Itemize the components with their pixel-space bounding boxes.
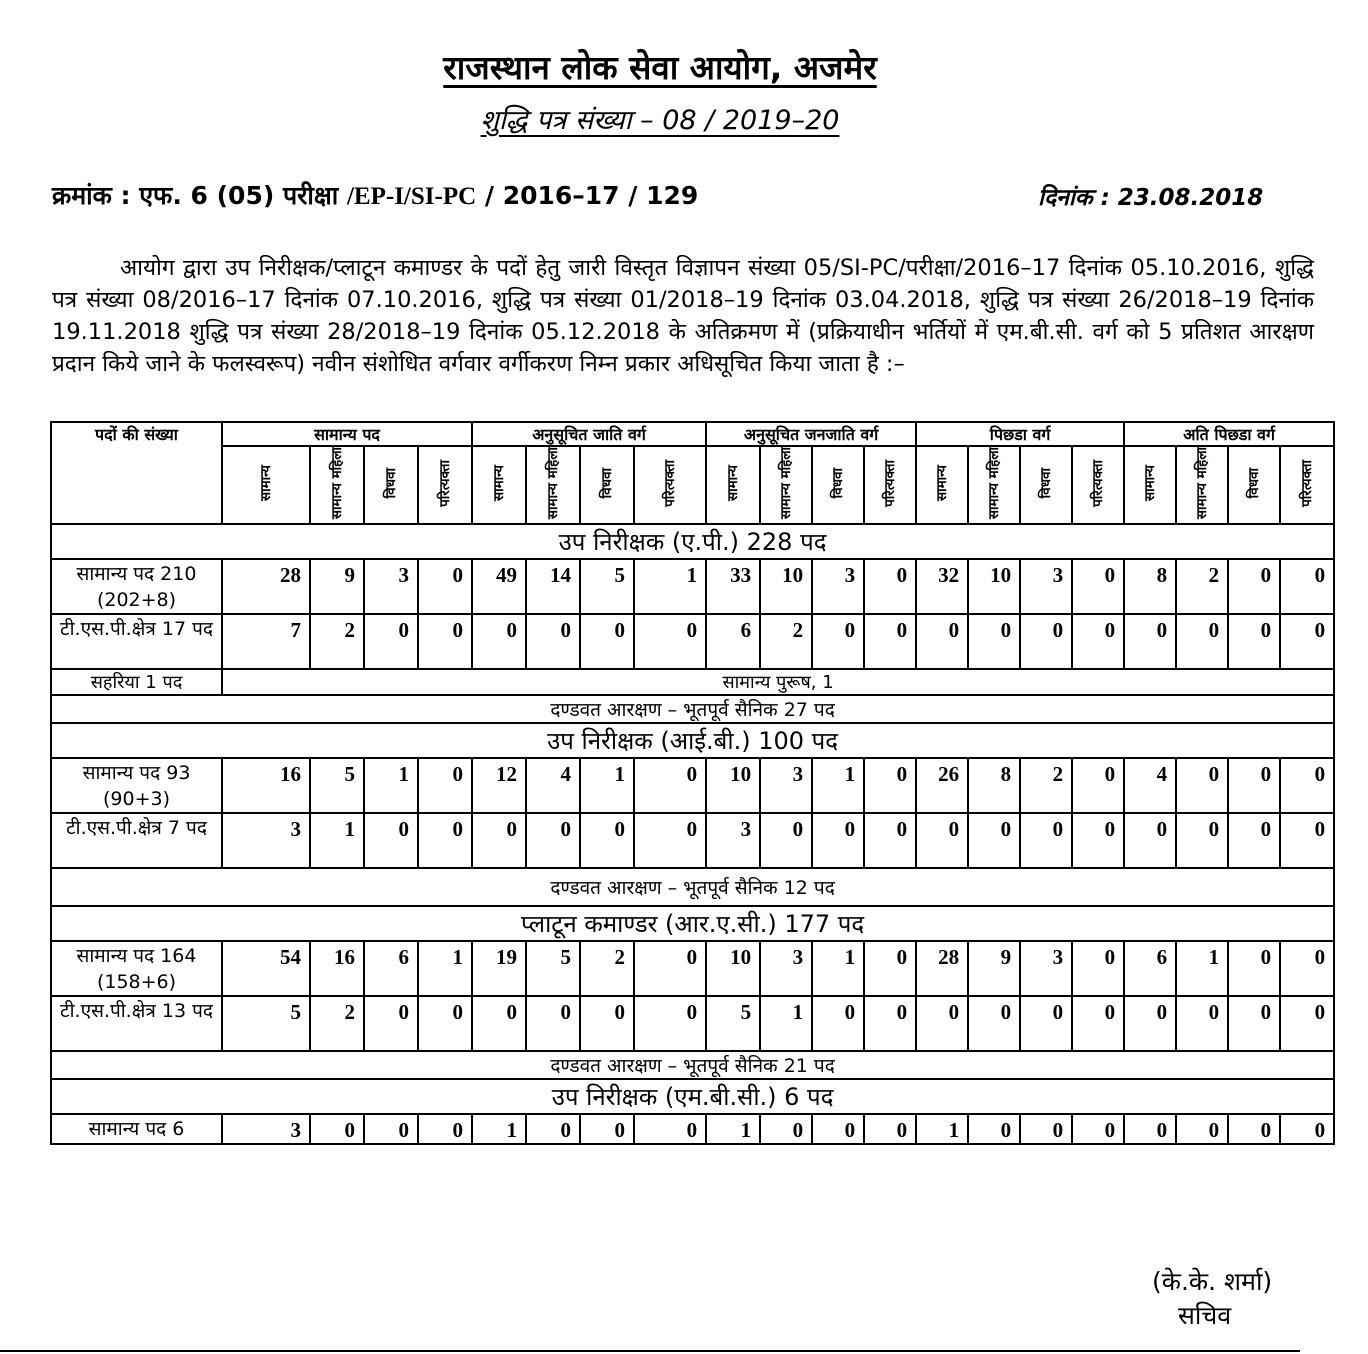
table-cell: 1	[310, 813, 364, 868]
table-cell: 3	[812, 559, 864, 614]
section-title: उप निरीक्षक (एम.बी.सी.) 6 पद	[51, 1079, 1334, 1114]
subheader-label: विधवा	[1038, 467, 1055, 499]
subheader-label: परित्यक्ता	[1299, 459, 1316, 507]
table-cell: 0	[968, 996, 1020, 1051]
table-row	[51, 813, 1334, 868]
reference-number: क्रमांक : एफ. 6 (05) परीक्षा /EP-I/SI-PC / 2016–17 / 129	[52, 181, 699, 210]
table-cell: 3	[706, 813, 760, 868]
table-cell: 3	[1020, 559, 1072, 614]
table-cell: 0	[472, 996, 526, 1051]
subheader-col	[222, 446, 310, 524]
table-cell: 0	[864, 1114, 916, 1144]
table-row	[51, 996, 1334, 1051]
row-label: सामान्य पद 6	[51, 1114, 222, 1144]
table-cell: 0	[1124, 996, 1176, 1051]
table-cell: 16	[222, 758, 310, 813]
table-cell: 1	[760, 996, 812, 1051]
subheader-col	[864, 446, 916, 524]
subheader-col	[760, 446, 812, 524]
table-cell: 9	[968, 941, 1020, 996]
table-cell: 28	[222, 559, 310, 614]
row-label: टी.एस.पी.क्षेत्र 17 पद	[51, 614, 222, 669]
table-cell: 0	[472, 813, 526, 868]
table-cell: 0	[364, 614, 418, 669]
header-post-count: पदों की संख्या	[51, 422, 222, 524]
document-date: दिनांक : 23.08.2018	[1038, 185, 1264, 211]
table-cell: 0	[1280, 614, 1334, 669]
table-cell: 0	[1280, 813, 1334, 868]
subheader-label: सामान्य	[258, 465, 274, 502]
subheader-label: सामान्य	[934, 465, 951, 502]
table-cell: 0	[364, 996, 418, 1051]
subheader-label: सामान्य महिला	[1194, 447, 1211, 520]
table-cell: 0	[418, 813, 472, 868]
subheader-col	[472, 446, 526, 524]
table-cell: 0	[812, 996, 864, 1051]
table-cell: 9	[310, 559, 364, 614]
table-cell: 0	[1228, 559, 1280, 614]
section-footer: दण्डवत आरक्षण – भूतपूर्व सैनिक 27 पद	[51, 695, 1334, 723]
subheader-label: विधवा	[383, 467, 399, 499]
table-cell: 0	[418, 559, 472, 614]
table-cell: 0	[1124, 1114, 1176, 1144]
merged-cell: सामान्य पुरूष, 1	[222, 669, 1334, 695]
table-cell: 4	[526, 758, 580, 813]
signatory-designation: सचिव	[1178, 1301, 1232, 1330]
table-cell: 1	[472, 1114, 526, 1144]
page-title: राजस्थान लोक सेवा आयोग, अजमेर	[443, 48, 877, 87]
subheader-label: विधवा	[1246, 467, 1263, 499]
section-title: उप निरीक्षक (आई.बी.) 100 पद	[51, 723, 1334, 758]
table-cell: 0	[1072, 1114, 1124, 1144]
table-cell: 6	[364, 941, 418, 996]
subheader-label: परित्यक्ता	[882, 459, 899, 507]
table-cell: 0	[1072, 813, 1124, 868]
subheader-label: सामान्य	[491, 465, 508, 502]
table-header	[51, 422, 1334, 524]
table-cell: 14	[526, 559, 580, 614]
table-cell: 1	[812, 941, 864, 996]
header-group-general: सामान्य पद	[222, 422, 472, 446]
table-row	[51, 614, 1334, 669]
table-body	[51, 524, 1334, 1144]
row-label: सामान्य पद 93 (90+3)	[51, 758, 222, 813]
table-cell: 0	[1176, 813, 1228, 868]
table-cell: 6	[1124, 941, 1176, 996]
subheader-col	[1020, 446, 1072, 524]
table-cell: 0	[864, 614, 916, 669]
table-subheader	[51, 446, 1334, 524]
table-cell: 12	[472, 758, 526, 813]
table-cell: 0	[418, 614, 472, 669]
table-cell: 0	[1228, 1114, 1280, 1144]
table-cell: 6	[706, 614, 760, 669]
table-cell: 7	[222, 614, 310, 669]
table-cell: 0	[760, 813, 812, 868]
subheader-col	[1072, 446, 1124, 524]
table-cell: 1	[580, 758, 634, 813]
table-cell: 1	[634, 559, 706, 614]
subheader-label: विधवा	[830, 467, 847, 499]
subheader-col	[526, 446, 580, 524]
footer-rule	[0, 1350, 1300, 1352]
table-cell: 0	[1176, 758, 1228, 813]
table-cell: 0	[1228, 941, 1280, 996]
table-cell: 0	[1020, 996, 1072, 1051]
table-cell: 10	[760, 559, 812, 614]
table-cell: 5	[310, 758, 364, 813]
table-cell: 10	[968, 559, 1020, 614]
table-cell: 0	[634, 813, 706, 868]
table-cell: 0	[1072, 559, 1124, 614]
table-cell: 33	[706, 559, 760, 614]
table-cell: 49	[472, 559, 526, 614]
table-cell: 0	[634, 614, 706, 669]
table-cell: 10	[706, 758, 760, 813]
table-cell: 2	[760, 614, 812, 669]
table-row	[51, 1114, 1334, 1144]
table-cell: 0	[968, 1114, 1020, 1144]
table-cell: 5	[706, 996, 760, 1051]
subheader-col	[310, 446, 364, 524]
body-paragraph-text: आयोग द्वारा उप निरीक्षक/प्लाटून कमाण्डर के पदों हेतु जारी विस्तृत विज्ञापन संख्या 05/SI-PC/परीक्षा/2016–17 दिनांक 05.10.2016, शुद्धि पत्र संख्या 08/2016–17 दिनांक 07.10.2016, शुद्धि पत्र संख्या 01/2018–19 दिनांक 03.04.2018, शुद्धि पत्र संख्या 26/2018–19 दिनांक 19.11.2018 शुद्धि पत्र संख्या 28/2018–19 दिनांक 05.12.2018 के अतिक्रमण में (प्रक्रियाधीन भर्तियों में एम.बी.सी. वर्ग को 5 प्रतिशत आरक्षण प्रदान किये जाने के फलस्वरूप) नवीन संशोधित वर्गवार वर्गीकरण निम्न प्रकार अधिसूचित किया जाता है :–	[52, 255, 1314, 377]
table-row	[51, 669, 1334, 695]
table-cell: 0	[916, 614, 968, 669]
row-label: टी.एस.पी.क्षेत्र 7 पद	[51, 813, 222, 868]
table-cell: 0	[1020, 1114, 1072, 1144]
table-cell: 0	[864, 941, 916, 996]
table-cell: 0	[364, 1114, 418, 1144]
subheader-col	[968, 446, 1020, 524]
subheader-label: सामान्य महिला	[545, 447, 562, 520]
table-cell: 0	[1280, 996, 1334, 1051]
table-cell: 0	[1280, 941, 1334, 996]
row-label: सामान्य पद 210 (202+8)	[51, 559, 222, 614]
table-cell: 2	[310, 996, 364, 1051]
table-cell: 1	[364, 758, 418, 813]
subheader-col	[1228, 446, 1280, 524]
subheader-col	[1176, 446, 1228, 524]
table-cell: 0	[418, 1114, 472, 1144]
table-cell: 0	[1072, 941, 1124, 996]
table-cell: 0	[1228, 813, 1280, 868]
subheader-label: विधवा	[599, 467, 616, 499]
table-cell: 5	[222, 996, 310, 1051]
table-cell: 16	[310, 941, 364, 996]
subheader-col	[706, 446, 760, 524]
row-label: सहरिया 1 पद	[51, 669, 222, 695]
table-cell: 0	[968, 614, 1020, 669]
table-cell: 0	[1072, 758, 1124, 813]
subheader-label: परित्यक्ता	[437, 459, 453, 507]
table-cell: 32	[916, 559, 968, 614]
table-cell: 0	[526, 996, 580, 1051]
table-cell: 0	[472, 614, 526, 669]
table-cell: 0	[864, 996, 916, 1051]
subheader-col	[634, 446, 706, 524]
table-cell: 4	[1124, 758, 1176, 813]
subheader-label: परित्यक्ता	[662, 459, 679, 507]
page-subtitle: शुद्धि पत्र संख्या – 08 / 2019–20	[480, 105, 840, 136]
table-cell: 1	[916, 1114, 968, 1144]
table-cell: 0	[864, 758, 916, 813]
section-title: उप निरीक्षक (ए.पी.) 228 पद	[51, 524, 1334, 559]
table-cell: 0	[418, 758, 472, 813]
table-cell: 0	[812, 1114, 864, 1144]
table-cell: 0	[1176, 1114, 1228, 1144]
table-cell: 3	[364, 559, 418, 614]
row-label: सामान्य पद 164 (158+6)	[51, 941, 222, 996]
table-cell: 5	[526, 941, 580, 996]
table-row	[51, 758, 1334, 813]
table-cell: 8	[968, 758, 1020, 813]
table-cell: 0	[580, 996, 634, 1051]
table-cell: 1	[706, 1114, 760, 1144]
table-cell: 10	[706, 941, 760, 996]
subheader-label: सामान्य महिला	[778, 447, 795, 520]
signatory-name: (के.के. शर्मा)	[1152, 1267, 1273, 1296]
table-cell: 0	[364, 813, 418, 868]
table-cell: 1	[1176, 941, 1228, 996]
table-cell: 0	[1176, 996, 1228, 1051]
table-cell: 2	[1020, 758, 1072, 813]
table-cell: 0	[1280, 559, 1334, 614]
subheader-label: परित्यक्ता	[1090, 459, 1107, 507]
table-cell: 2	[1176, 559, 1228, 614]
table-cell: 0	[1228, 614, 1280, 669]
subheader-label: सामान्य	[1142, 465, 1159, 502]
table-cell: 8	[1124, 559, 1176, 614]
subheader-col	[1124, 446, 1176, 524]
table-cell: 0	[968, 813, 1020, 868]
subheader-col	[1280, 446, 1334, 524]
table-cell: 5	[580, 559, 634, 614]
table-cell: 1	[812, 758, 864, 813]
table-cell: 0	[1072, 996, 1124, 1051]
body-paragraph	[52, 252, 1314, 380]
table-cell: 0	[812, 813, 864, 868]
header-group-st: अनुसूचित जनजाति वर्ग	[706, 422, 916, 446]
table-cell: 0	[1124, 813, 1176, 868]
table-cell: 0	[634, 941, 706, 996]
table-cell: 0	[634, 1114, 706, 1144]
table-cell: 0	[580, 1114, 634, 1144]
table-row	[51, 941, 1334, 996]
subheader-col	[418, 446, 472, 524]
table-cell: 0	[916, 996, 968, 1051]
table-cell: 2	[310, 614, 364, 669]
table-cell: 0	[1280, 1114, 1334, 1144]
table-cell: 54	[222, 941, 310, 996]
row-label: टी.एस.पी.क्षेत्र 13 पद	[51, 996, 222, 1051]
table-cell: 0	[812, 614, 864, 669]
subheader-col	[916, 446, 968, 524]
table-cell: 0	[310, 1114, 364, 1144]
table-cell: 0	[916, 813, 968, 868]
table-cell: 0	[580, 813, 634, 868]
table-cell: 3	[760, 941, 812, 996]
table-cell: 3	[760, 758, 812, 813]
table-cell: 0	[864, 559, 916, 614]
table-cell: 0	[418, 996, 472, 1051]
table-cell: 0	[1228, 996, 1280, 1051]
table-cell: 3	[222, 1114, 310, 1144]
table-cell: 0	[526, 813, 580, 868]
table-cell: 0	[1072, 614, 1124, 669]
subheader-col	[812, 446, 864, 524]
header-group-mbc: अति पिछडा वर्ग	[1124, 422, 1334, 446]
table-cell: 0	[1020, 614, 1072, 669]
table-cell: 0	[1280, 758, 1334, 813]
table-cell: 0	[580, 614, 634, 669]
table-cell: 0	[864, 813, 916, 868]
table-cell: 26	[916, 758, 968, 813]
header-group-obc: पिछडा वर्ग	[916, 422, 1124, 446]
table-cell: 0	[1020, 813, 1072, 868]
table-cell: 1	[418, 941, 472, 996]
table-cell: 0	[526, 1114, 580, 1144]
table-cell: 28	[916, 941, 968, 996]
subheader-col	[580, 446, 634, 524]
table-cell: 19	[472, 941, 526, 996]
table-cell: 0	[634, 758, 706, 813]
table-cell: 2	[580, 941, 634, 996]
subheader-label: सामान्य महिला	[329, 447, 345, 520]
section-footer: दण्डवत आरक्षण – भूतपूर्व सैनिक 21 पद	[51, 1051, 1334, 1079]
table-cell: 0	[1228, 758, 1280, 813]
section-footer: दण्डवत आरक्षण – भूतपूर्व सैनिक 12 पद	[51, 868, 1334, 906]
table-cell: 0	[1176, 614, 1228, 669]
table-cell: 3	[222, 813, 310, 868]
vacancy-table	[50, 421, 1335, 1145]
table-row	[51, 559, 1334, 614]
subheader-label: सामान्य	[725, 465, 742, 502]
table-cell: 0	[634, 996, 706, 1051]
section-title: प्लाटून कमाण्डर (आर.ए.सी.) 177 पद	[51, 906, 1334, 941]
table-cell: 0	[1124, 614, 1176, 669]
subheader-col	[364, 446, 418, 524]
table-cell: 0	[526, 614, 580, 669]
table-cell: 0	[760, 1114, 812, 1144]
table-cell: 3	[1020, 941, 1072, 996]
header-group-sc: अनुसूचित जाति वर्ग	[472, 422, 706, 446]
subheader-label: सामान्य महिला	[986, 447, 1003, 520]
